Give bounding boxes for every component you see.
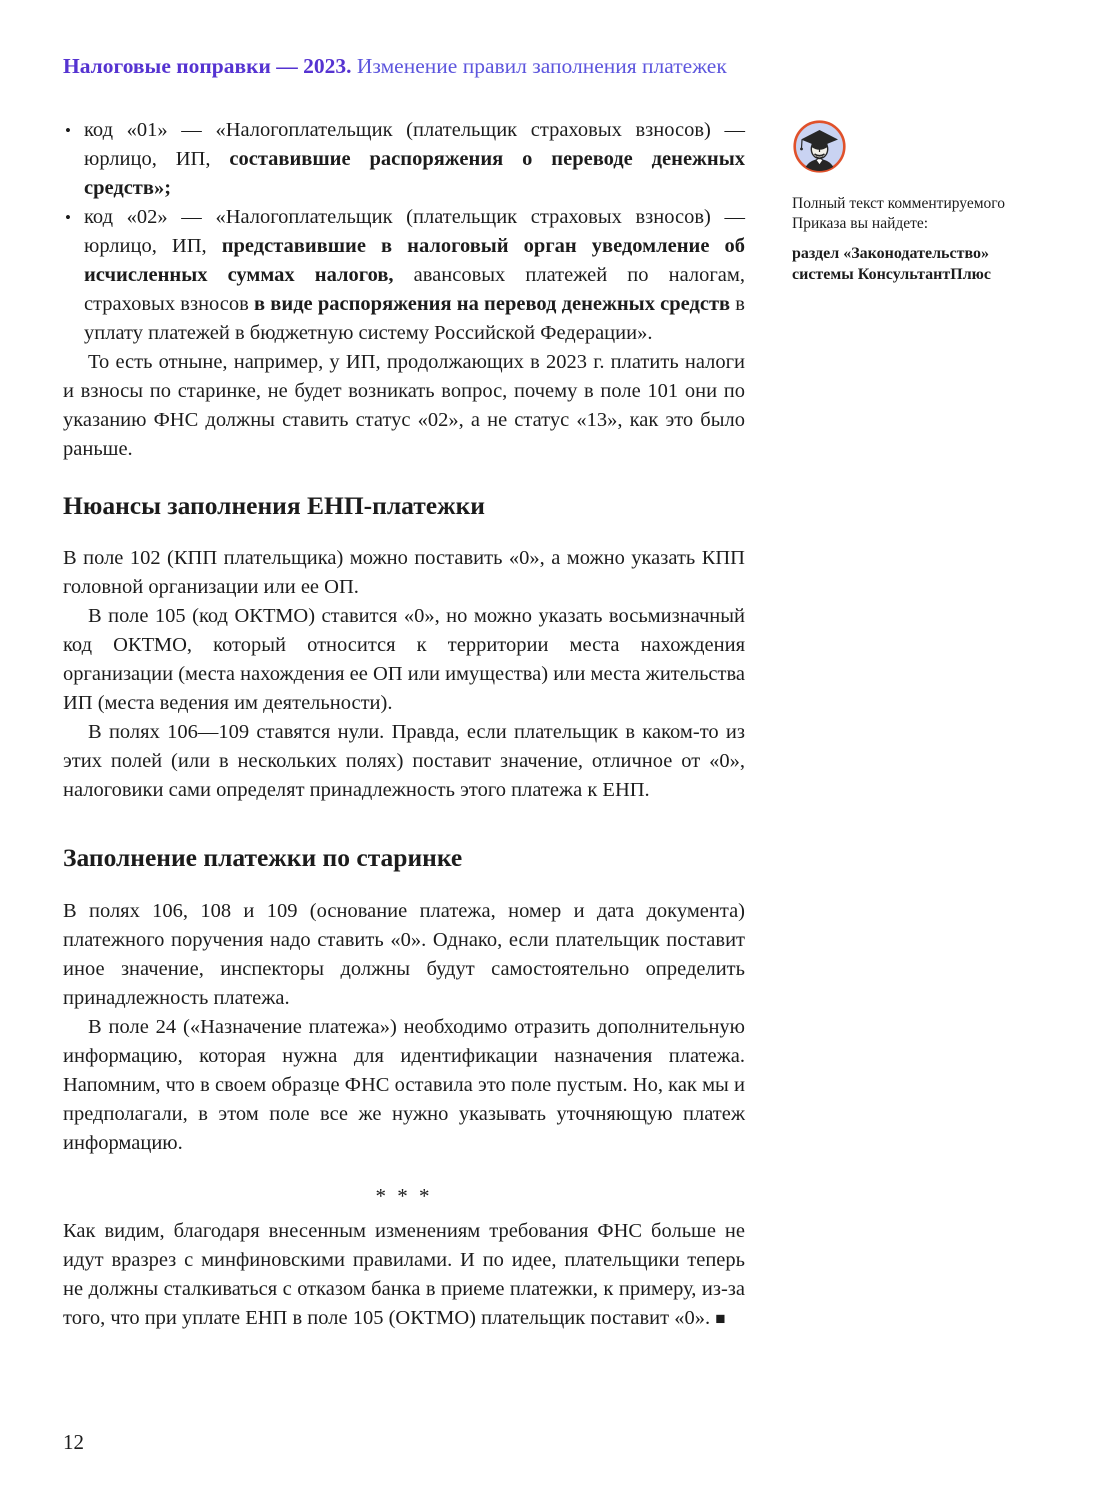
list-item-code-01 xyxy=(63,116,745,203)
status-codes-list xyxy=(63,116,745,348)
paragraph: В полях 106, 108 и 109 (основание платежа, номер и дата документа) платежного поручения надо ставить «0». Однако, если плательщик поставит иное значение, инспекторы должны будут самостоятельно определить принадлежность платежа. xyxy=(63,900,745,1009)
list-item-text: авансовых платежей по налогам, страховых взносов xyxy=(84,264,745,315)
article-body xyxy=(63,116,745,1333)
paragraph: В полях 106—109 ставятся нули. Правда, если плательщик в каком-то из этих полей (или в нескольких полях) поставит значение, отличное от «0», налоговики сами определят принадлежность этого платежа к ЕНП. xyxy=(63,721,745,801)
page-number: 12 xyxy=(63,1430,84,1454)
list-item-text-bold: представившие в налоговый орган уведомление об исчисленных суммах налогов, xyxy=(84,235,745,286)
closing-paragraph xyxy=(63,1217,745,1333)
article-header xyxy=(63,53,1043,79)
section-heading-old-style: Заполнение платежки по старинке xyxy=(63,843,463,872)
article-header-title: Изменение правил заполнения платежек xyxy=(351,54,727,78)
end-of-article-marker: ■ xyxy=(715,1309,726,1328)
sidebar-note-text: Полный текст комментируемого Приказа вы найдете: xyxy=(792,195,1005,232)
asterisk-separator: * * * xyxy=(375,1184,433,1208)
paragraph: В поле 105 (код ОКТМО) ставится «0», но можно указать восьмизначный код ОКТМО, который относится к территории места нахождения организации (места нахождения ее ОП или имущества) или места жительства ИП (места ведения им деятельности). xyxy=(63,605,745,714)
paragraph: В поле 24 («Назначение платежа») необходимо отразить дополнительную информацию, которая нужна для идентификации назначения платежа. Напомним, что в своем образце ФНС оставила это поле пустым. Но, как мы и предполагали, в этом поле все же нужно указывать уточняющую платеж информацию. xyxy=(63,1016,745,1154)
list-item-text: код «01» — «Налогоплательщик (плательщик страховых взносов) — юрлицо, ИП, xyxy=(84,119,745,170)
list-item-text-bold: составившие распоряжения о переводе денежных средств»; xyxy=(84,148,745,199)
article-header-rubric: Налоговые поправки — 2023. xyxy=(63,54,352,78)
paragraph: То есть отныне, например, у ИП, продолжающих в 2023 г. платить налоги и взносы по старинке, не будет возникать вопрос, почему в поле 101 они по указанию ФНС должны ставить статус «02», а не статус «13», как это было раньше. xyxy=(63,351,745,460)
list-item-code-02 xyxy=(63,203,745,348)
scholar-icon xyxy=(792,119,847,174)
closing-paragraph-text: Как видим, благодаря внесенным изменениям требования ФНС больше не идут вразрез с минфиновскими правилами. И по идее, плательщики теперь не должны сталкиваться с отказом банка в приеме платежки, к примеру, из-за того, что при уплате ЕНП в поле 105 (ОКТМО) плательщик поставит «0». xyxy=(63,1220,745,1329)
list-item-text: код «02» — «Налогоплательщик (плательщик страховых взносов) — юрлицо, ИП, xyxy=(84,206,745,257)
sidebar-note xyxy=(792,119,1024,285)
sidebar-note-source: раздел «Законодательство» системы КонсультантПлюс xyxy=(792,245,991,283)
section-heading-enp-nuances: Нюансы заполнения ЕНП-платежки xyxy=(63,491,485,520)
list-item-text-bold: в виде распоряжения на перевод денежных средств xyxy=(254,293,736,315)
paragraph: В поле 102 (КПП плательщика) можно поставить «0», а можно указать КПП головной организации или ее ОП. xyxy=(63,547,745,598)
list-item-text: в уплату платежей в бюджетную систему Российской Федерации». xyxy=(84,293,745,344)
